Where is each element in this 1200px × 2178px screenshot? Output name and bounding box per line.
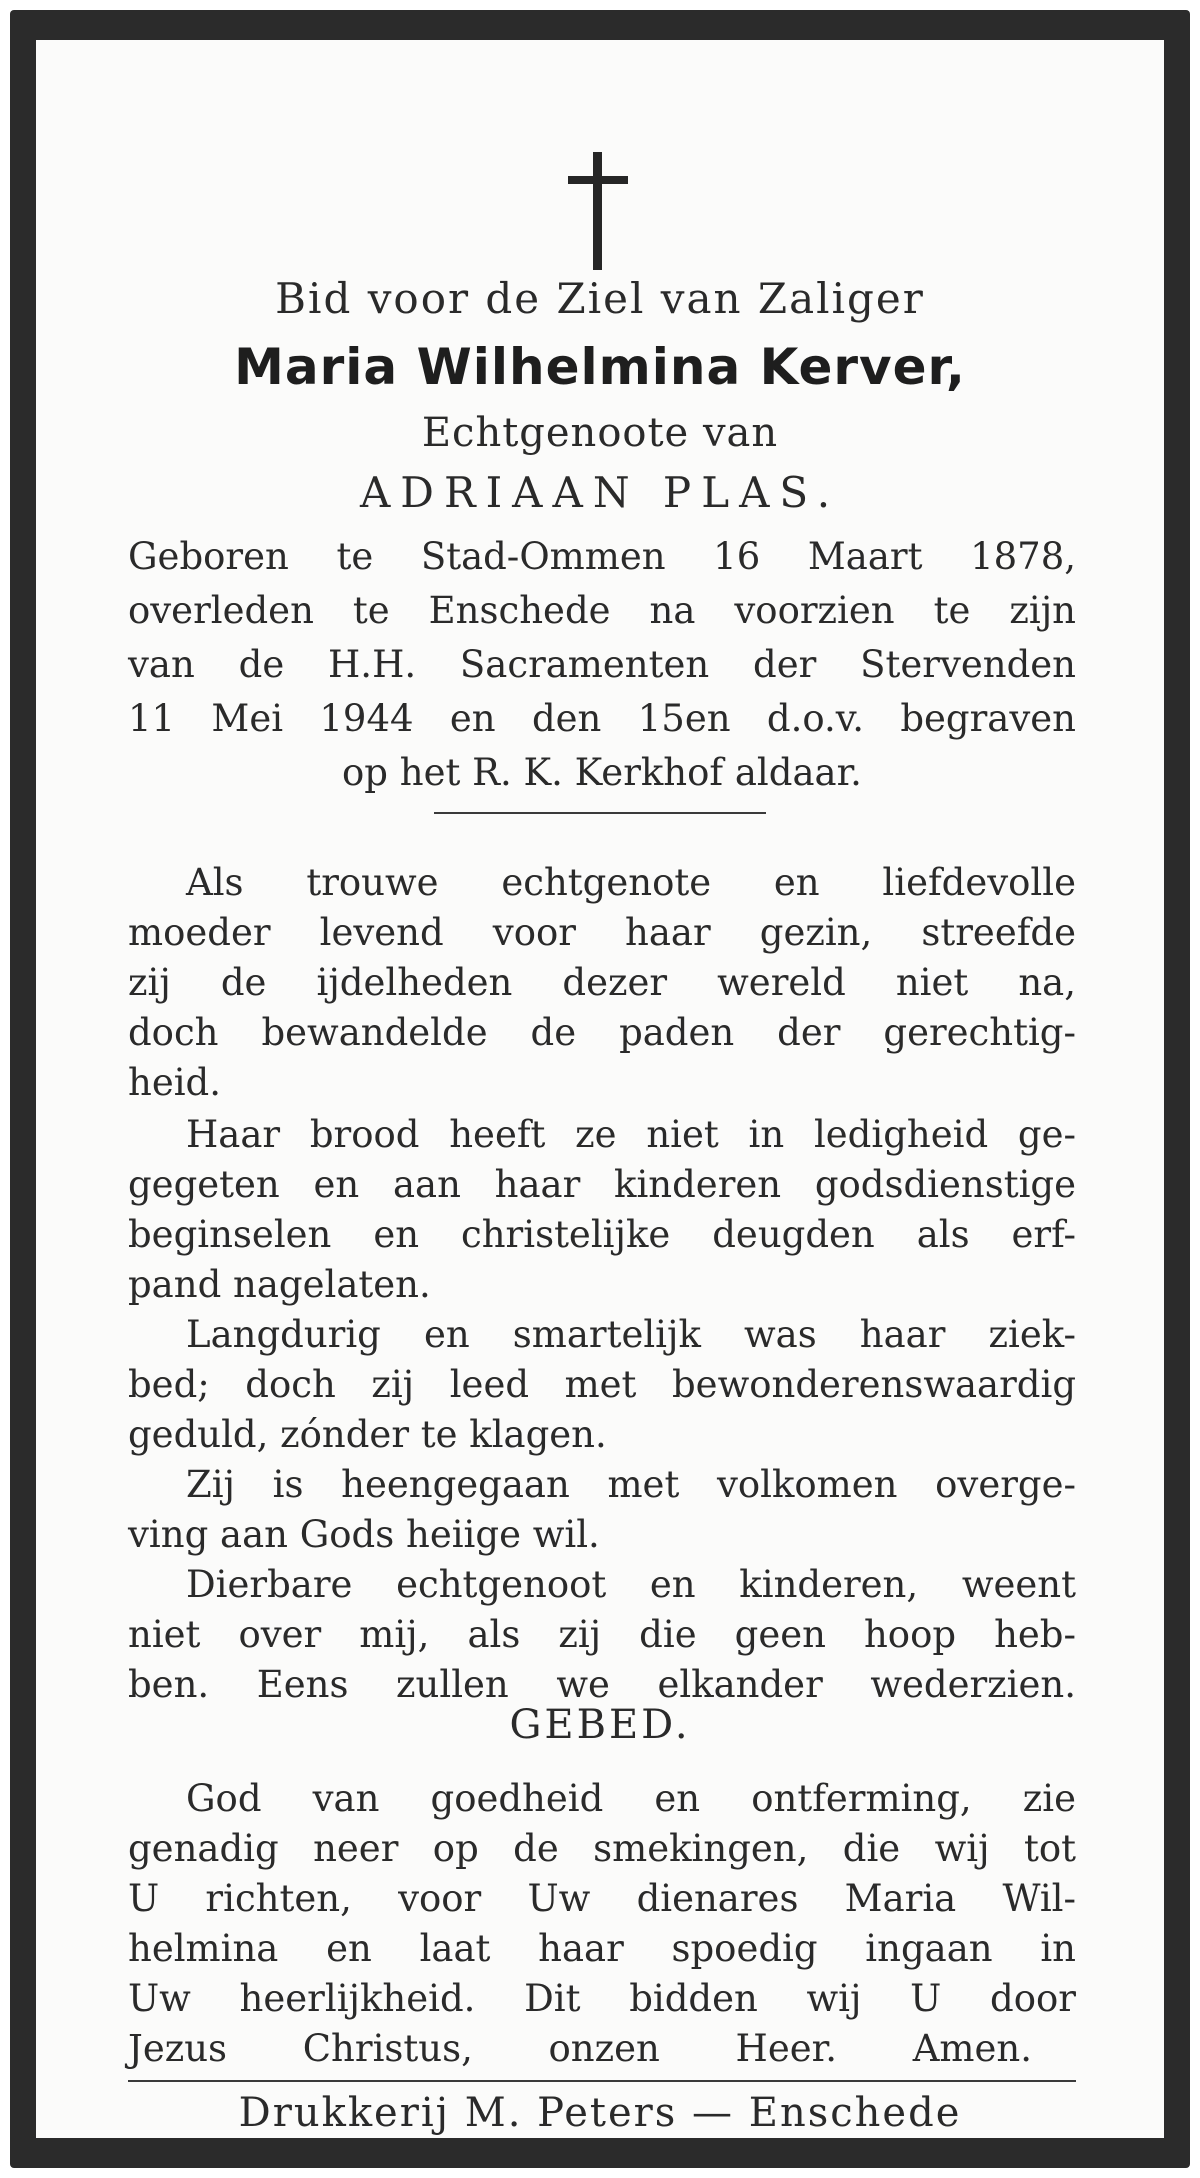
prayer-line: Uw heerlijkheid. Dit bidden wij U door [128,1977,1076,2020]
prayer-line: God van goedheid en ontferming, zie [186,1777,1076,1820]
tribute-line: moeder levend voor haar gezin, streefde [128,911,1076,954]
tribute-line: Als trouwe echtgenote en liefdevolle [186,861,1076,904]
prayer-line: Jezus Christus, onzen Heer. Amen. [128,2027,1032,2070]
divider-long [128,2080,1076,2082]
cross-icon [568,152,628,270]
tribute-line: doch bewandelde de paden der gerechtig- [128,1011,1076,1054]
tribute-line: ben. Eens zullen we elkander wederzien. [128,1663,1076,1706]
divider-short [434,812,766,814]
cross-horizontal [568,176,628,184]
deceased-name: Maria Wilhelmina Kerver, [234,338,966,396]
spouse-name: ADRIAAN PLAS. [359,468,841,517]
birth-death-line: op het R. K. Kerkhof aldaar. [342,751,862,794]
birth-death-line: van de H.H. Sacramenten der Stervenden [128,643,1076,686]
tribute-line: Zij is heengegaan met volkomen overge- [186,1463,1076,1506]
tribute-line: bed; doch zij leed met bewonderenswaardig [128,1363,1076,1406]
printer-credit: Drukkerij M. Peters — Enschede [238,2090,962,2136]
tribute-line: pand nagelaten. [128,1263,431,1306]
birth-death-line: Geboren te Stad-Ommen 16 Maart 1878, [128,535,1076,578]
tribute-line: gegeten en aan haar kinderen godsdienstige [128,1163,1076,1206]
prayer-line: genadig neer op de smekingen, die wij tot [128,1827,1076,1870]
tribute-line: Langdurig en smartelijk was haar ziek- [186,1313,1076,1356]
tribute-line: geduld, zónder te klagen. [128,1413,607,1456]
tribute-line: heid. [128,1061,222,1104]
memorial-card [10,10,1190,2168]
card-paper [36,40,1164,2138]
tribute-line: niet over mij, als zij die geen hoop heb- [128,1613,1076,1656]
cross-vertical [593,152,602,270]
prayer-line: helmina en laat haar spoedig ingaan in [128,1927,1076,1970]
tribute-line: ving aan Gods heiige wil. [128,1513,600,1556]
spouse-intro: Echtgenoote van [421,410,779,456]
tribute-line: Dierbare echtgenoot en kinderen, weent [186,1563,1076,1606]
tribute-line: zij de ijdelheden dezer wereld niet na, [128,961,1076,1004]
prayer-invocation: Bid voor de Ziel van Zaliger [275,274,925,323]
tribute-line: beginselen en christelijke deugden als erf- [128,1213,1076,1256]
birth-death-line: overleden te Enschede na voorzien te zijn [128,589,1076,632]
prayer-line: U richten, voor Uw dienares Maria Wil- [128,1877,1076,1920]
prayer-title: GEBED. [509,1702,691,1748]
tribute-line: Haar brood heeft ze niet in ledigheid ge- [186,1113,1076,1156]
birth-death-line: 11 Mei 1944 en den 15en d.o.v. begraven [128,697,1076,740]
